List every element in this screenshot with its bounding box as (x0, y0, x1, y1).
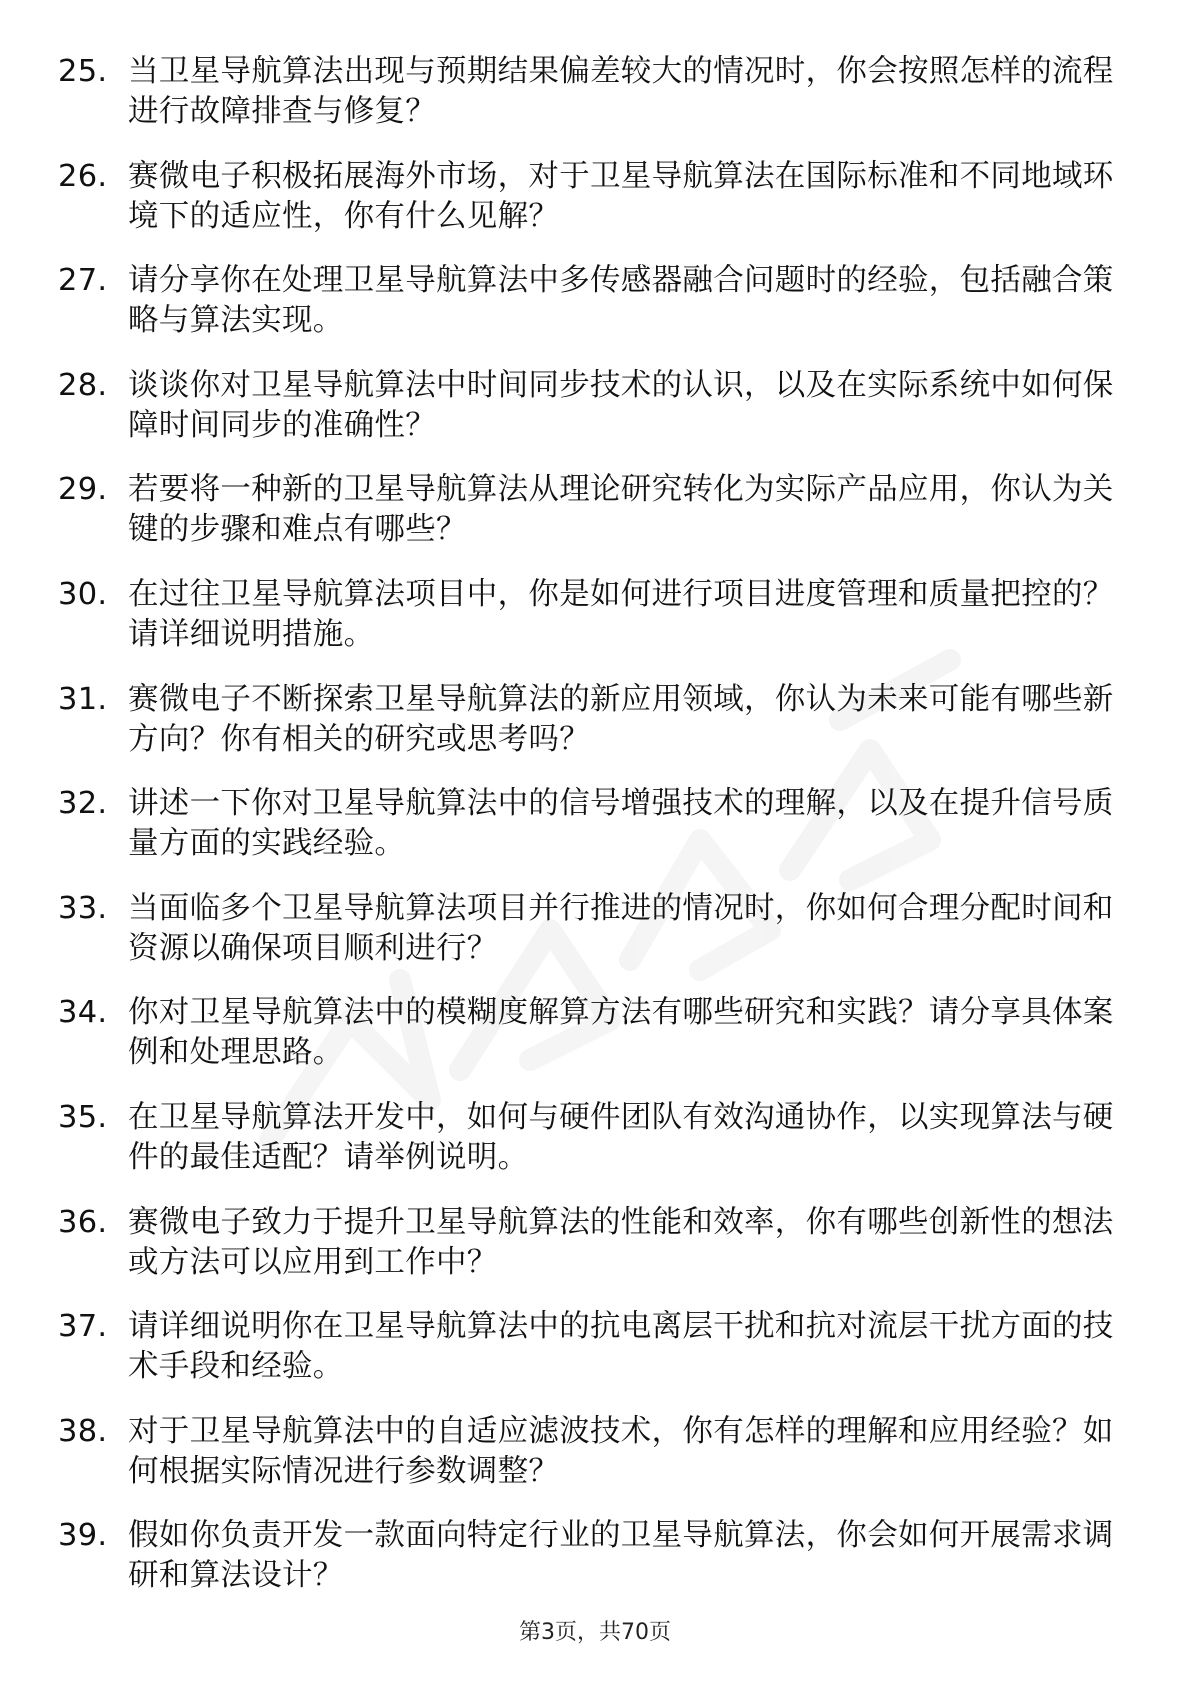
question-number: 35. (58, 1099, 108, 1135)
question-number: 33. (58, 890, 108, 926)
question-number: 36. (58, 1204, 108, 1240)
question-number: 34. (58, 995, 108, 1031)
question-number: 25. (58, 54, 108, 89)
list-item (58, 470, 1118, 550)
question-number: 29. (58, 472, 108, 508)
question-text: 在卫星导航算法开发中，如何与硬件团队有效沟通协作，以实现算法与硬件的最佳适配？请举例说明。 (128, 1099, 1114, 1175)
list-item (58, 1412, 1118, 1492)
question-number: 31. (58, 681, 108, 717)
question-number: 30. (58, 576, 108, 612)
list-item (58, 1203, 1118, 1283)
question-number: 28. (58, 367, 108, 403)
list-item (58, 366, 1118, 446)
question-list (58, 52, 1118, 1621)
question-text: 若要将一种新的卫星导航算法从理论研究转化为实际产品应用，你认为关键的步骤和难点有哪些？ (128, 472, 1114, 548)
list-item (58, 993, 1118, 1073)
question-text: 请分享你在处理卫星导航算法中多传感器融合问题时的经验，包括融合策略与算法实现。 (128, 263, 1114, 339)
question-text: 你对卫星导航算法中的模糊度解算方法有哪些研究和实践？请分享具体案例和处理思路。 (128, 995, 1114, 1071)
list-item (58, 261, 1118, 341)
page-footer (0, 1618, 1190, 1648)
question-number: 39. (58, 1518, 108, 1554)
list-item (58, 680, 1118, 760)
question-text: 谈谈你对卫星导航算法中时间同步技术的认识，以及在实际系统中如何保障时间同步的准确性？ (128, 367, 1114, 443)
question-number: 37. (58, 1309, 108, 1345)
page-number-label: 第3页，共70页 (519, 1620, 671, 1645)
question-text: 讲述一下你对卫星导航算法中的信号增强技术的理解，以及在提升信号质量方面的实践经验。 (128, 786, 1114, 862)
question-number: 26. (58, 158, 108, 194)
list-item (58, 1098, 1118, 1178)
question-number: 32. (58, 786, 108, 822)
question-text: 赛微电子不断探索卫星导航算法的新应用领域，你认为未来可能有哪些新方向？你有相关的研究或思考吗？ (128, 681, 1114, 757)
question-text: 假如你负责开发一款面向特定行业的卫星导航算法，你会如何开展需求调研和算法设计？ (128, 1518, 1114, 1594)
list-item (58, 1307, 1118, 1387)
list-item (58, 575, 1118, 655)
question-text: 赛微电子积极拓展海外市场，对于卫星导航算法在国际标准和不同地域环境下的适应性，你有什么见解？ (128, 158, 1114, 234)
question-number: 38. (58, 1413, 108, 1449)
question-text: 当卫星导航算法出现与预期结果偏差较大的情况时，你会按照怎样的流程进行故障排查与修复？ (128, 54, 1114, 129)
list-item (58, 157, 1118, 237)
question-text: 赛微电子致力于提升卫星导航算法的性能和效率，你有哪些创新性的想法或方法可以应用到工作中？ (128, 1204, 1114, 1280)
question-text: 当面临多个卫星导航算法项目并行推进的情况时，你如何合理分配时间和资源以确保项目顺利进行？ (128, 890, 1114, 966)
list-item (58, 784, 1118, 864)
question-number: 27. (58, 263, 108, 299)
question-text: 对于卫星导航算法中的自适应滤波技术，你有怎样的理解和应用经验？如何根据实际情况进行参数调整？ (128, 1413, 1114, 1489)
list-item (58, 52, 1118, 132)
list-item (58, 1516, 1118, 1596)
question-text: 请详细说明你在卫星导航算法中的抗电离层干扰和抗对流层干扰方面的技术手段和经验。 (128, 1309, 1114, 1385)
question-text: 在过往卫星导航算法项目中，你是如何进行项目进度管理和质量把控的？请详细说明措施。 (128, 576, 1114, 652)
list-item (58, 889, 1118, 969)
